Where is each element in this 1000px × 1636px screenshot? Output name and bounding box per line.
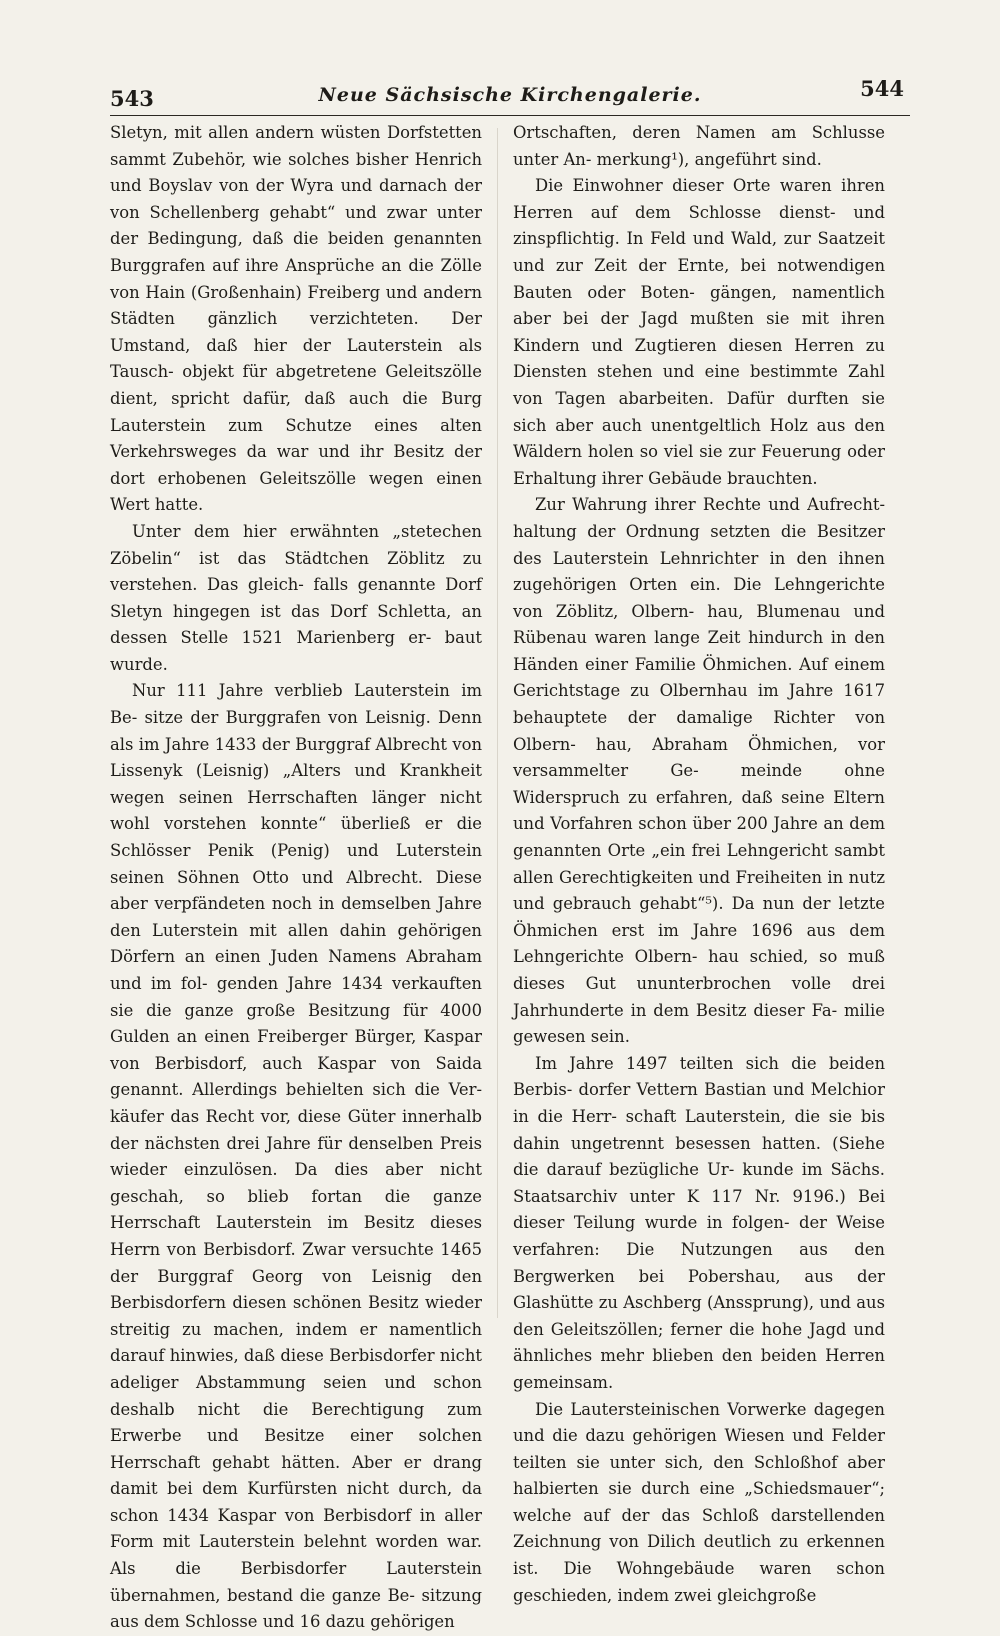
- page-number-left: 543: [110, 86, 154, 111]
- paragraph: Zur Wahrung ihrer Rechte und Aufrecht- haltung der Ordnung setzten die Besitzer des Lauterstein Lehnrichter in den ihnen zugehörigen Orten ein. Die Lehngerichte von Zöblitz, Olbern- hau, Blumenau und Rübenau waren lange Zeit hindurch in den Händen einer Familie Öhmichen. Auf einem Gerichtstage zu Olbernhau im Jahre 1617 behauptete der damalige Richter von Olbern- hau, Abraham Öhmichen, vor versammelter Ge- meinde ohne Widerspruch zu erfahren, daß seine Eltern und Vorfahren schon über 200 Jahre an dem genannten Orte „ein frei Lehngericht sambt allen Gerechtigkeiten und Freiheiten in nutz und gebrauch gehabt“⁵). Da nun der letzte Öhmichen erst im Jahre 1696 aus dem Lehngerichte Olbern- hau schied, so muß dieses Gut ununterbrochen volle drei Jahrhunderte in dem Besitz dieser Fa- milie gewesen sein.: [513, 495, 885, 1047]
- header-rule: [110, 115, 910, 116]
- column-divider: [497, 128, 498, 1318]
- right-column: [513, 120, 885, 1609]
- left-column: [110, 120, 482, 1636]
- paragraph: Unter dem hier erwähnten „stetechen Zöbelin“ ist das Städtchen Zöblitz zu verstehen. Das gleich- falls genannte Dorf Sletyn hingegen ist das Dorf Schletta, an dessen Stelle 1521 Marienberg er- baut wurde.: [110, 521, 482, 674]
- page-number-right: 544: [860, 76, 904, 101]
- paragraph: Die Lautersteinischen Vorwerke dagegen und die dazu gehörigen Wiesen und Felder teilten sie unter sich, den Schloßhof aber halbierten sie durch eine „Schiedsmauer“; welche auf der das Schloß darstellenden Zeichnung von Dilich deutlich zu erkennen ist. Die Wohngebäude waren schon geschieden, indem zwei gleichgroße: [513, 1399, 885, 1605]
- paragraph: Im Jahre 1497 teilten sich die beiden Berbis- dorfer Vettern Bastian und Melchior in die Herr- schaft Lauterstein, die sie bis dahin ungetrennt besessen hatten. (Siehe die darauf bezügliche Ur- kunde im Sächs. Staatsarchiv unter K 117 Nr. 9196.) Bei dieser Teilung wurde in folgen- der Weise verfahren: Die Nutzungen aus den Bergwerken bei Pobershau, aus der Glashütte zu Aschberg (Anssprung), und aus den Geleitszöllen; ferner die hohe Jagd und ähnliches mehr blieben den beiden Herren gemeinsam.: [513, 1053, 885, 1392]
- paragraph: Ortschaften, deren Namen am Schlusse unter An- merkung¹), angeführt sind.: [513, 123, 885, 169]
- running-title: Neue Sächsische Kirchengalerie.: [318, 84, 702, 106]
- paragraph: Nur 111 Jahre verblieb Lauterstein im Be- sitze der Burggrafen von Leisnig. Denn als im Jahre 1433 der Burggraf Albrecht von Lissenyk (Leisnig) „Alters und Krankheit wegen seinen Herrschaften länger nicht wohl vorstehen konnte“ überließ er die Schlösser Penik (Penig) und Luterstein seinen Söhnen Otto und Albrecht. Diese aber verpfändeten noch in demselben Jahre den Luterstein mit allen dahin gehörigen Dörfern an einen Juden Namens Abraham und im fol- genden Jahre 1434 verkauften sie die ganze große Besitzung für 4000 Gulden an einen Freiberger Bürger, Kaspar von Berbisdorf, auch Kaspar von Saida genannt. Allerdings behielten sich die Ver- käufer das Recht vor, diese Güter innerhalb der nächsten drei Jahre für denselben Preis wieder einzulösen. Da dies aber nicht geschah, so blieb fortan die ganze Herrschaft Lauterstein im Besitz dieses Herrn von Berbisdorf. Zwar versuchte 1465 der Burggraf Georg von Leisnig den Berbisdorfern diesen schönen Besitz wieder streitig zu machen, indem er namentlich darauf hinwies, daß diese Berbisdorfer nicht adeliger Abstammung seien und schon deshalb nicht die Berechtigung zum Erwerbe und Besitze einer solchen Herrschaft gehabt hätten. Aber er drang damit bei dem Kurfürsten nicht durch, da schon 1434 Kaspar von Berbisdorf in aller Form mit Lauterstein belehnt worden war. Als die Berbisdorfer Lauterstein übernahmen, bestand die ganze Be- sitzung aus dem Schlosse und 16 dazu gehörigen: [110, 681, 482, 1632]
- page-header: [110, 76, 910, 116]
- paragraph: Die Einwohner dieser Orte waren ihren Herren auf dem Schlosse dienst- und zinspflichtig. In Feld und Wald, zur Saatzeit und zur Zeit der Ernte, bei notwendigen Bauten oder Boten- gängen, namentlich aber bei der Jagd mußten sie mit ihren Kindern und Zugtieren diesen Herren zu Diensten stehen und eine bestimmte Zahl von Tagen abarbeiten. Dafür durften sie sich aber auch unentgeltlich Holz aus den Wäldern holen so viel sie zur Feuerung oder Erhaltung ihrer Gebäude brauchten.: [513, 176, 885, 488]
- paragraph: Sletyn, mit allen andern wüsten Dorfstetten sammt Zubehör, wie solches bisher Henrich und Boyslav von der Wyra und darnach der von Schellenberg gehabt“ und zwar unter der Bedingung, daß die beiden genannten Burggrafen auf ihre Ansprüche an die Zölle von Hain (Großenhain) Freiberg und andern Städten gänzlich verzichteten. Der Umstand, daß hier der Lauterstein als Tausch- objekt für abgetretene Geleitszölle dient, spricht dafür, daß auch die Burg Lauterstein zum Schutze eines alten Verkehrsweges da war und ihr Besitz der dort erhobenen Geleitszölle wegen einen Wert hatte.: [110, 123, 482, 515]
